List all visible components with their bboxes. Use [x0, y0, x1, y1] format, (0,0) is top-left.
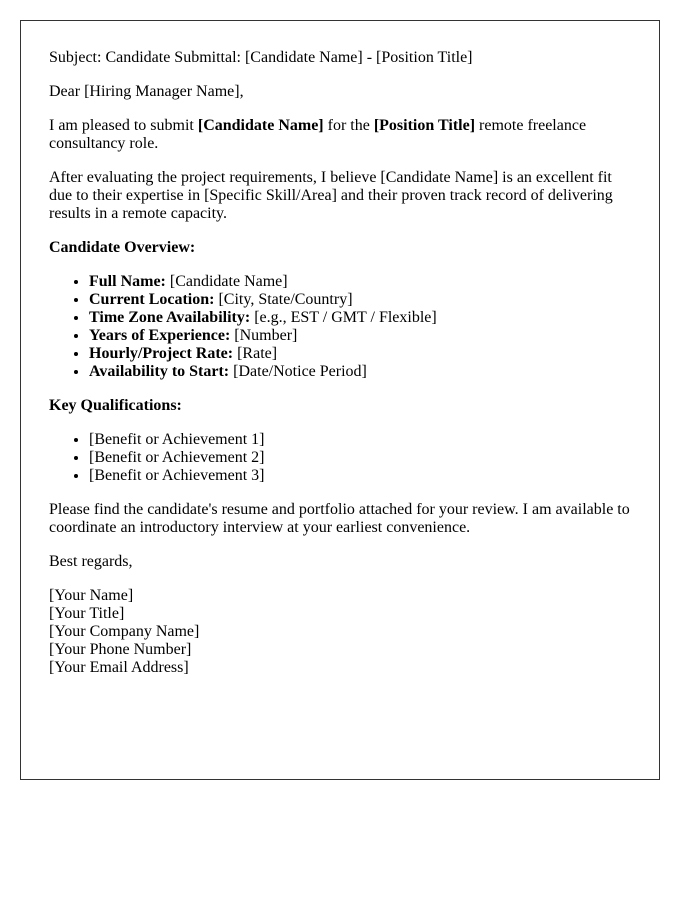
overview-item-location: [89, 291, 631, 309]
overview-value: [Number]: [230, 327, 298, 344]
qualification-item: • [Benefit or Achievement 1]: [89, 431, 631, 449]
signature-title: [Your Title]: [49, 605, 125, 622]
overview-label: Time Zone Availability:: [89, 309, 251, 326]
signature-company: [Your Company Name]: [49, 623, 200, 640]
overview-label: Hourly/Project Rate:: [89, 345, 234, 362]
overview-label: Current Location:: [89, 291, 215, 308]
salutation: Dear [Hiring Manager Name],: [49, 83, 244, 100]
signature-block: [49, 587, 631, 677]
overview-value: [City, State/Country]: [214, 291, 353, 308]
overview-value: [e.g., EST / GMT / Flexible]: [250, 309, 437, 326]
signature-phone: [Your Phone Number]: [49, 641, 192, 658]
qualifications-heading: Key Qualifications:: [49, 397, 182, 414]
overview-value: [Rate]: [233, 345, 278, 362]
overview-label: Full Name:: [89, 273, 166, 290]
overview-list: [49, 273, 631, 381]
overview-label: Years of Experience:: [89, 327, 231, 344]
overview-heading: Candidate Overview:: [49, 239, 196, 256]
closing-paragraph: Please find the candidate's resume and portfolio attached for your review. I am available to coordinate an introductory interview at your earliest convenience.: [49, 501, 630, 536]
overview-item-full-name: [89, 273, 631, 291]
overview-value: [Date/Notice Period]: [229, 363, 367, 380]
qualification-item: • [Benefit or Achievement 3]: [89, 467, 631, 485]
overview-value: [Candidate Name]: [165, 273, 288, 290]
overview-item-experience: [89, 327, 631, 345]
intro-text-2: for the: [323, 117, 374, 134]
signature-email: [Your Email Address]: [49, 659, 189, 676]
evaluation-paragraph: After evaluating the project requirements, I believe [Candidate Name] is an excellent fit due to their expertise in [Specific Skill/Area] and their proven track record of delivering results in a remote capacity.: [49, 169, 613, 222]
overview-item-timezone: [89, 309, 631, 327]
overview-item-start: [89, 363, 631, 381]
intro-paragraph: [49, 117, 631, 153]
intro-text-1: I am pleased to submit: [49, 117, 198, 134]
qualifications-list: [49, 431, 631, 485]
overview-item-rate: [89, 345, 631, 363]
intro-text-3: remote freelance consultancy role.: [49, 117, 587, 152]
overview-label: Availability to Start:: [89, 363, 230, 380]
letter-document: [20, 20, 660, 780]
subject-line: Subject: Candidate Submittal: [Candidate Name] - [Position Title]: [49, 49, 473, 66]
qualification-item: • [Benefit or Achievement 2]: [89, 449, 631, 467]
intro-candidate-name: [Candidate Name]: [197, 117, 324, 134]
intro-position-title: [Position Title]: [373, 117, 476, 134]
signature-name: [Your Name]: [49, 587, 134, 604]
sign-off: Best regards,: [49, 553, 133, 570]
